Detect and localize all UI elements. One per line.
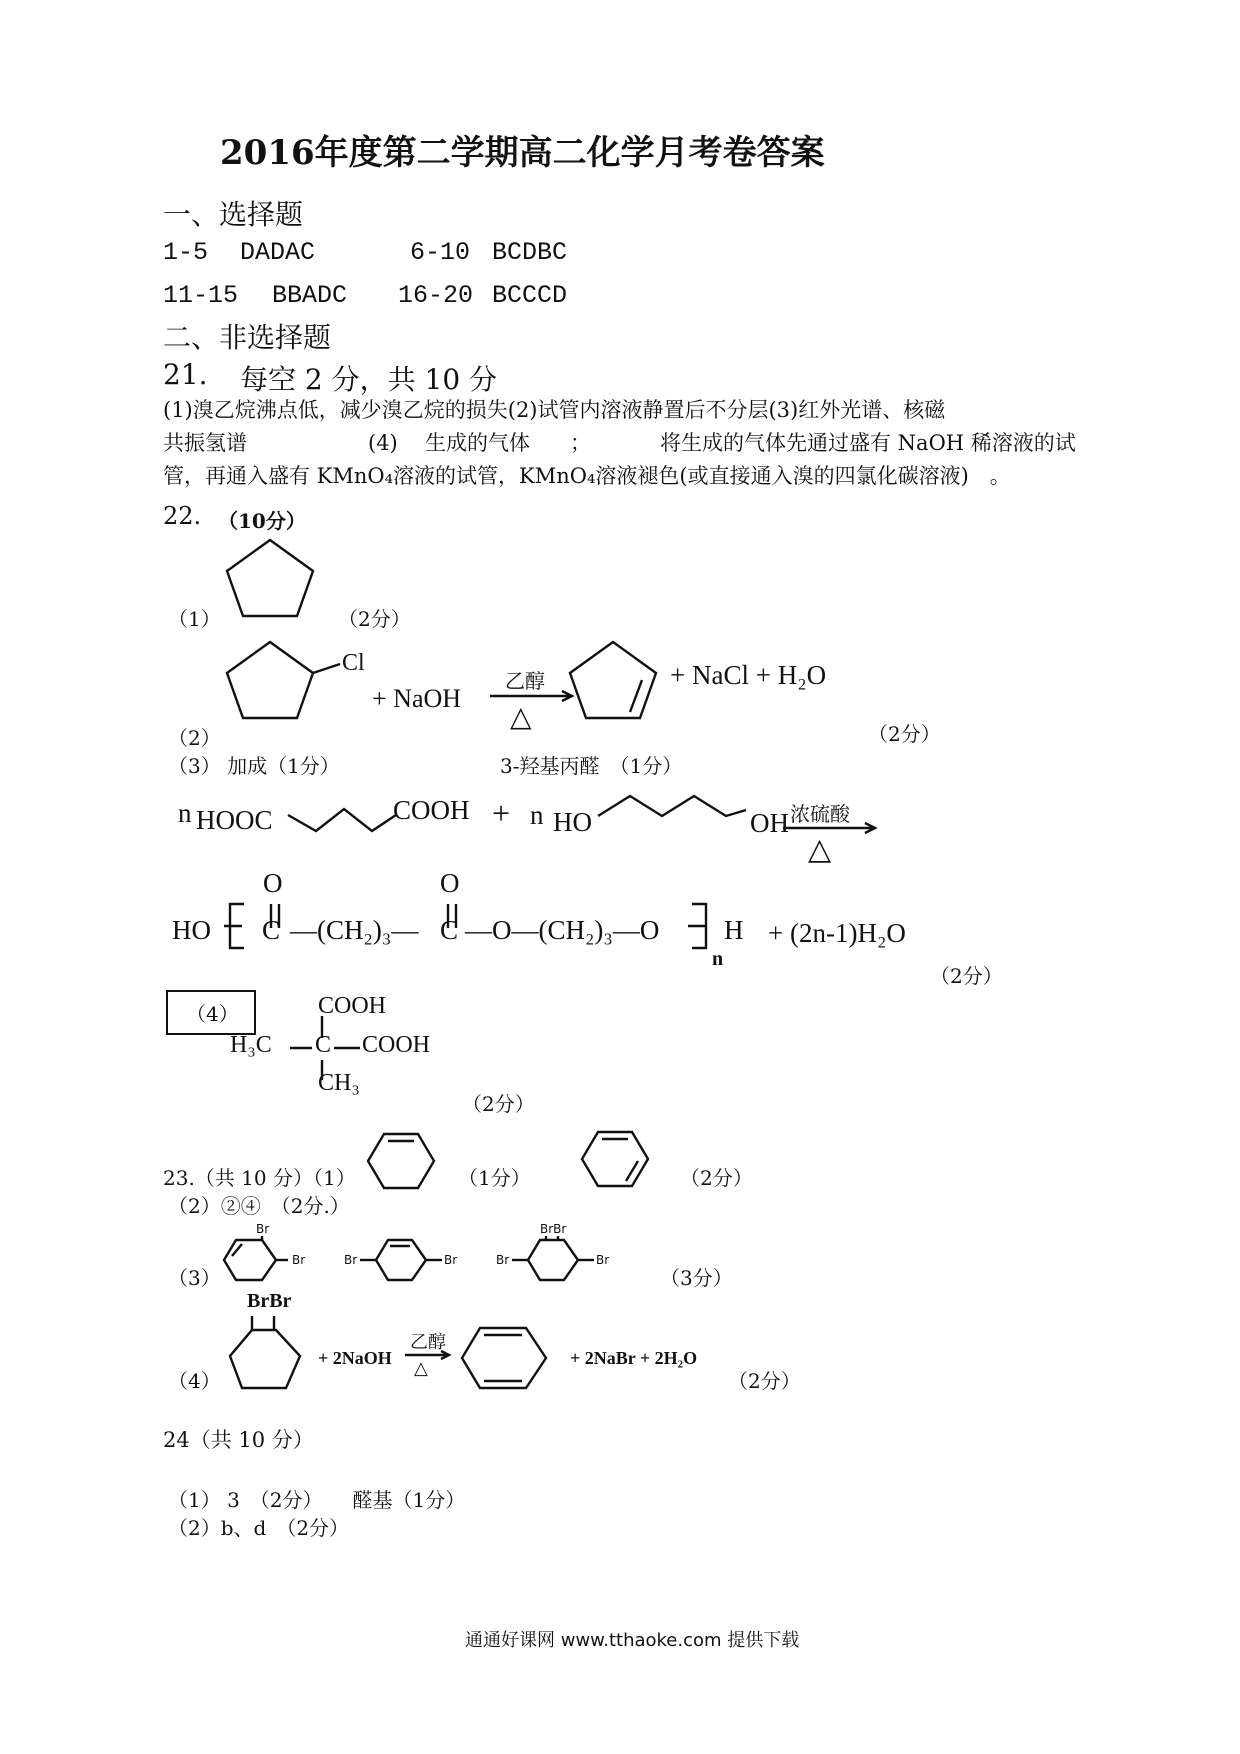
q23-p4-condition-top: 乙醇 [410,1332,446,1353]
q21-line2c: 生成的气体 [425,431,530,455]
q23-s2: （2分） [680,1166,753,1190]
poly-left: HO [172,915,211,945]
q22-p4-left: H₃C [230,1032,272,1058]
poly-h: H [724,915,744,945]
br-label: Br [256,1222,270,1236]
q23-p2: （2）②④ （2分.） [168,1194,350,1218]
dibromo-product-1 [222,1236,302,1286]
poly-mid1: —(CH₂)₃— [290,915,419,945]
q21-line2b: (4) [368,431,398,455]
eq-condition-bottom: △ [808,833,832,866]
answer-letters: BBADC [272,281,348,310]
q21-line2e: 将生成的气体先通过盛有 NaOH 稀溶液的试 [660,431,1076,455]
br-label: Br [496,1253,510,1267]
reaction-arrow [405,1350,455,1360]
br-label: Br [444,1253,458,1267]
poly-tail: + (2n-1)H₂O [768,918,906,948]
q23-p4-products: + 2NaBr + 2H₂O [570,1348,698,1368]
eq-reactant1-left: HOOC [196,805,273,835]
q22-p4-right: COOH [362,1032,431,1058]
q22-p2-condition-top: 乙醇 [505,669,545,693]
q21-score: 每空 2 分，共 10 分 [240,363,498,396]
q22-p2-products: + NaCl + H₂O [670,660,827,690]
zigzag-chain-2 [598,788,748,828]
eq-plus: + [492,795,511,831]
q21-label: 21. [163,358,208,391]
q22-p4-label: （4） [166,990,256,1035]
q22-score: （10分） [218,509,306,533]
benzene-like-product [460,1326,550,1390]
cyclohexadiene-structure [580,1130,652,1190]
q23-p4-condition-bottom: △ [414,1358,428,1378]
q23-p4-label: （4） [168,1369,221,1393]
eq-reactant2-left: HO [553,807,592,837]
q22-p4-bottom: CH₃ [318,1070,360,1096]
q24-p1: （1） 3 （2分） 醛基（1分） [168,1488,466,1512]
answer-letters: BCDBC [492,238,568,267]
q23-p3-score: （3分） [660,1266,733,1290]
bracket-right [688,902,718,952]
chlorocyclopentane-structure [225,640,345,720]
poly-c2: C [440,915,459,945]
cyclopentene-structure [568,640,668,720]
q22-p1-label: （1） [168,607,221,631]
bracket-left [222,902,252,952]
q23-header: 23.（共 10 分）（1） [163,1166,356,1190]
q22-p2-score: （2分） [868,722,941,746]
poly-score: （2分） [930,964,1003,988]
footer-source: 通通好课网 www.tthaoke.com 提供下载 [465,1630,800,1651]
poly-oxygen-top-2: O [440,868,460,898]
eq-reactant2-right: OH [750,808,789,838]
q23-p4-naoh: + 2NaOH [318,1348,392,1368]
answer-range: 1-5 [163,238,209,267]
q21-line2a: 共振氢谱 [163,431,247,455]
q22-p3-name: 3-羟基丙醛 （1分） [500,754,683,778]
q22-p2-condition-bottom: △ [510,702,532,733]
br-label: Br [344,1253,358,1267]
eq-coeff-n1: n [178,798,192,828]
br-label: Br [292,1253,306,1267]
eq-reactant1-right: COOH [393,795,470,825]
q24-header: 24（共 10 分） [163,1428,314,1452]
q22-p4-top: COOH [318,993,387,1019]
poly-n: n [712,948,724,970]
q22-p2-cl: Cl [342,650,365,676]
q22-p1-score: （2分） [338,607,411,631]
poly-oxygen-top-1: O [263,868,283,898]
answer-range: 16-20 [398,281,474,310]
eq-coeff-n2: n [530,800,544,830]
reaction-arrow [783,822,883,834]
zigzag-chain-1 [288,795,398,835]
q22-p4-center: C [315,1032,332,1058]
poly-c1: C [262,915,281,945]
section-heading-nonchoice: 二、非选择题 [163,321,332,354]
q22-p3-text: （3） 加成（1分） [168,754,340,778]
q23-p4-score: （2分） [728,1369,801,1393]
q22-p2-label: （2） [168,726,221,750]
section-heading-choice: 一、选择题 [163,198,304,231]
brbr-label: BrBr [540,1222,567,1236]
answer-letters: DADAC [240,238,316,267]
q24-p2: （2）b、d （2分） [168,1516,350,1540]
page-title: 2016年度第二学期高二化学月考卷答案 [220,133,825,173]
answer-letters: BCCCD [492,281,568,310]
dibromo-product-2 [360,1236,450,1286]
poly-mid2: —O—(CH₂)₃—O [465,915,660,945]
cyclohexene-structure [366,1132,436,1192]
br-label: Br [596,1253,610,1267]
dibromocyclohexane-structure [228,1316,308,1392]
q21-line1: (1)溴乙烷沸点低，减少溴乙烷的损失(2)试管内溶液静置后不分层(3)红外光谱、核磁 [163,398,946,422]
q23-p3-label: （3） [168,1266,221,1290]
q22-p2-naoh: + NaOH [372,684,462,713]
q21-line3: 管，再通入盛有 KMnO₄溶液的试管，KMnO₄溶液褪色(或直接通入溴的四氯化碳溶液) 。 [163,464,1011,488]
q23-s1: （1分） [458,1166,531,1190]
quaternary-carbon-bonds [290,1008,370,1088]
q21-line2d: ； [570,431,591,455]
answer-range: 11-15 [163,281,239,310]
answer-range: 6-10 [410,238,471,267]
q22-label: 22. [163,502,202,530]
reaction-arrow [490,690,580,702]
q22-p4-score: （2分） [462,1092,535,1116]
q23-p4-brbr: BrBr [247,1290,292,1312]
cyclopentane-structure [225,538,325,618]
eq-condition-top: 浓硫酸 [790,802,850,826]
